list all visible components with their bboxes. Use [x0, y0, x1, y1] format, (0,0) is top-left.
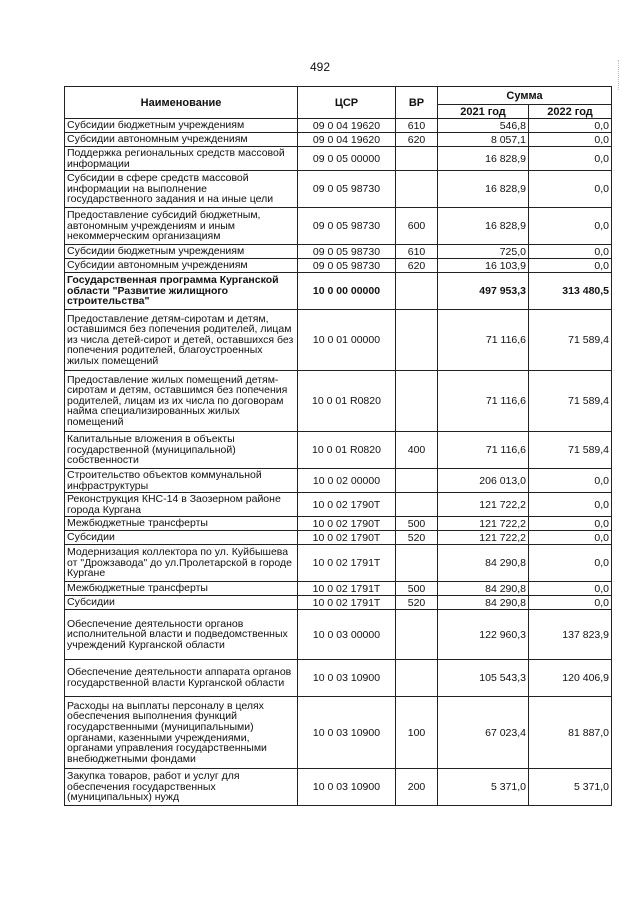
row-sum-2022: 0,0: [529, 596, 612, 610]
table-row: [65, 208, 612, 245]
row-sum-2021: 497 953,3: [438, 273, 529, 310]
table-row: [65, 545, 612, 582]
row-name: Строительство объектов коммунальной инфраструктуры: [65, 469, 298, 493]
table-row: [65, 610, 612, 660]
row-name: Субсидии в сфере средств массовой информации на выполнение государственного задания и на иные цели: [65, 171, 298, 208]
row-name: Предоставление жилых помещений детям-сиротам и детям, оставшимся без попечения родителей, лицам из их числа по договорам найма специализированных жилых помещений: [65, 371, 298, 432]
table-row: [65, 660, 612, 697]
row-sum-2021: 121 722,2: [438, 493, 529, 517]
row-sum-2021: 206 013,0: [438, 469, 529, 493]
row-csr: 10 0 03 10900: [298, 660, 396, 697]
row-sum-2022: 0,0: [529, 517, 612, 531]
row-csr: 09 0 05 00000: [298, 147, 396, 171]
row-sum-2021: 121 722,2: [438, 531, 529, 545]
row-csr: 10 0 01 00000: [298, 310, 396, 371]
row-csr: 10 0 02 1791Т: [298, 596, 396, 610]
row-name: Капитальные вложения в объекты государственной (муниципальной) собственности: [65, 432, 298, 469]
table-row: [65, 469, 612, 493]
header-year-2022: 2022 год: [529, 105, 612, 119]
row-name: Межбюджетные трансферты: [65, 517, 298, 531]
row-csr: 10 0 00 00000: [298, 273, 396, 310]
row-vr: [396, 545, 438, 582]
row-sum-2022: 0,0: [529, 469, 612, 493]
row-sum-2022: 0,0: [529, 119, 612, 133]
row-sum-2022: 0,0: [529, 147, 612, 171]
row-sum-2022: 0,0: [529, 259, 612, 273]
row-sum-2021: 121 722,2: [438, 517, 529, 531]
row-vr: [396, 310, 438, 371]
table-row: [65, 531, 612, 545]
row-csr: 09 0 05 98730: [298, 245, 396, 259]
row-vr: 100: [396, 697, 438, 769]
row-sum-2021: 71 116,6: [438, 432, 529, 469]
row-name: Субсидии автономным учреждениям: [65, 133, 298, 147]
table-row: [65, 119, 612, 133]
row-name: Субсидии бюджетным учреждениям: [65, 119, 298, 133]
row-vr: [396, 660, 438, 697]
row-sum-2022: 71 589,4: [529, 432, 612, 469]
row-csr: 10 0 02 1790Т: [298, 517, 396, 531]
row-sum-2022: 120 406,9: [529, 660, 612, 697]
row-vr: 610: [396, 119, 438, 133]
row-sum-2021: 84 290,8: [438, 596, 529, 610]
header-csr: ЦСР: [298, 87, 396, 119]
row-name: Закупка товаров, работ и услуг для обеспечения государственных (муниципальных) нужд: [65, 769, 298, 806]
table-row: [65, 582, 612, 596]
row-name: Государственная программа Курганской области "Развитие жилищного строительства": [65, 273, 298, 310]
row-name: Модернизация коллектора по ул. Куйбышева от "Дрожзавода" до ул.Пролетарской в городе Кургане: [65, 545, 298, 582]
row-sum-2021: 725,0: [438, 245, 529, 259]
row-sum-2021: 71 116,6: [438, 310, 529, 371]
table-row: [65, 259, 612, 273]
table-row: [65, 596, 612, 610]
header-sum: Сумма: [438, 87, 612, 105]
row-sum-2022: 0,0: [529, 545, 612, 582]
table-row: [65, 769, 612, 806]
table-row: [65, 245, 612, 259]
row-sum-2022: 137 823,9: [529, 610, 612, 660]
row-sum-2022: 0,0: [529, 245, 612, 259]
row-sum-2022: 71 589,4: [529, 310, 612, 371]
row-csr: 10 0 02 1791Т: [298, 545, 396, 582]
row-csr: 09 0 04 19620: [298, 119, 396, 133]
row-vr: 520: [396, 596, 438, 610]
row-vr: 200: [396, 769, 438, 806]
header-name: Наименование: [65, 87, 298, 119]
row-vr: 610: [396, 245, 438, 259]
scan-margin-mark: [618, 60, 620, 90]
table-row: [65, 432, 612, 469]
row-sum-2021: 16 828,9: [438, 171, 529, 208]
row-csr: 09 0 05 98730: [298, 171, 396, 208]
row-sum-2021: 8 057,1: [438, 133, 529, 147]
row-csr: 10 0 02 00000: [298, 469, 396, 493]
row-sum-2022: 0,0: [529, 582, 612, 596]
page-number: 492: [309, 60, 331, 74]
row-csr: 10 0 02 1791Т: [298, 582, 396, 596]
header-vr: ВР: [396, 87, 438, 119]
row-sum-2022: 71 589,4: [529, 371, 612, 432]
row-csr: 10 0 03 10900: [298, 769, 396, 806]
row-vr: 500: [396, 582, 438, 596]
table-row: [65, 133, 612, 147]
row-csr: 10 0 02 1790Т: [298, 531, 396, 545]
header-year-2021: 2021 год: [438, 105, 529, 119]
row-csr: 09 0 05 98730: [298, 208, 396, 245]
row-sum-2022: 0,0: [529, 133, 612, 147]
row-sum-2021: 16 828,9: [438, 208, 529, 245]
row-name: Расходы на выплаты персоналу в целях обеспечения выполнения функций государственными (муниципальными) органами, казенными учреждениями, органами управления государственными внебюджетными фондами: [65, 697, 298, 769]
row-csr: 10 0 03 00000: [298, 610, 396, 660]
row-vr: 500: [396, 517, 438, 531]
row-vr: [396, 147, 438, 171]
budget-table: [64, 86, 612, 806]
row-name: Субсидии: [65, 596, 298, 610]
row-sum-2021: 16 828,9: [438, 147, 529, 171]
table-row: [65, 371, 612, 432]
table-row: [65, 697, 612, 769]
row-sum-2022: 81 887,0: [529, 697, 612, 769]
row-name: Обеспечение деятельности органов исполнительной власти и подведомственных учреждений Курганской области: [65, 610, 298, 660]
row-csr: 10 0 01 R0820: [298, 371, 396, 432]
row-csr: 10 0 03 10900: [298, 697, 396, 769]
table-row: [65, 517, 612, 531]
row-vr: 620: [396, 259, 438, 273]
row-sum-2022: 5 371,0: [529, 769, 612, 806]
row-sum-2022: 0,0: [529, 493, 612, 517]
row-sum-2021: 546,8: [438, 119, 529, 133]
row-sum-2021: 122 960,3: [438, 610, 529, 660]
row-name: Субсидии: [65, 531, 298, 545]
row-csr: 09 0 05 98730: [298, 259, 396, 273]
table-body: [65, 119, 612, 806]
row-name: Обеспечение деятельности аппарата органов государственной власти Курганской области: [65, 660, 298, 697]
row-sum-2021: 84 290,8: [438, 545, 529, 582]
row-name: Поддержка региональных средств массовой информации: [65, 147, 298, 171]
row-sum-2022: 0,0: [529, 531, 612, 545]
row-csr: 09 0 04 19620: [298, 133, 396, 147]
row-vr: [396, 273, 438, 310]
table-row: [65, 171, 612, 208]
table-row: [65, 147, 612, 171]
row-vr: 520: [396, 531, 438, 545]
row-name: Предоставление детям-сиротам и детям, оставшимся без попечения родителей, лицам из числа детей-сирот и детей, оставшихся без попечения родителей, благоустроенных жилых помещений: [65, 310, 298, 371]
row-csr: 10 0 01 R0820: [298, 432, 396, 469]
row-vr: [396, 610, 438, 660]
row-name: Субсидии автономным учреждениям: [65, 259, 298, 273]
row-vr: [396, 493, 438, 517]
row-sum-2021: 84 290,8: [438, 582, 529, 596]
row-vr: 400: [396, 432, 438, 469]
row-sum-2021: 5 371,0: [438, 769, 529, 806]
row-sum-2021: 105 543,3: [438, 660, 529, 697]
row-sum-2021: 71 116,6: [438, 371, 529, 432]
row-sum-2022: 313 480,5: [529, 273, 612, 310]
row-sum-2021: 16 103,9: [438, 259, 529, 273]
row-name: Предоставление субсидий бюджетным, автономным учреждениям и иным некоммерческим организациям: [65, 208, 298, 245]
table-row: [65, 493, 612, 517]
row-sum-2022: 0,0: [529, 208, 612, 245]
row-sum-2022: 0,0: [529, 171, 612, 208]
row-vr: [396, 469, 438, 493]
row-name: Межбюджетные трансферты: [65, 582, 298, 596]
row-vr: 600: [396, 208, 438, 245]
row-sum-2021: 67 023,4: [438, 697, 529, 769]
row-vr: [396, 171, 438, 208]
table-row: [65, 310, 612, 371]
row-vr: [396, 371, 438, 432]
table-row: [65, 273, 612, 310]
row-csr: 10 0 02 1790Т: [298, 493, 396, 517]
row-vr: 620: [396, 133, 438, 147]
row-name: Реконструкция КНС-14 в Заозерном районе города Кургана: [65, 493, 298, 517]
row-name: Субсидии бюджетным учреждениям: [65, 245, 298, 259]
